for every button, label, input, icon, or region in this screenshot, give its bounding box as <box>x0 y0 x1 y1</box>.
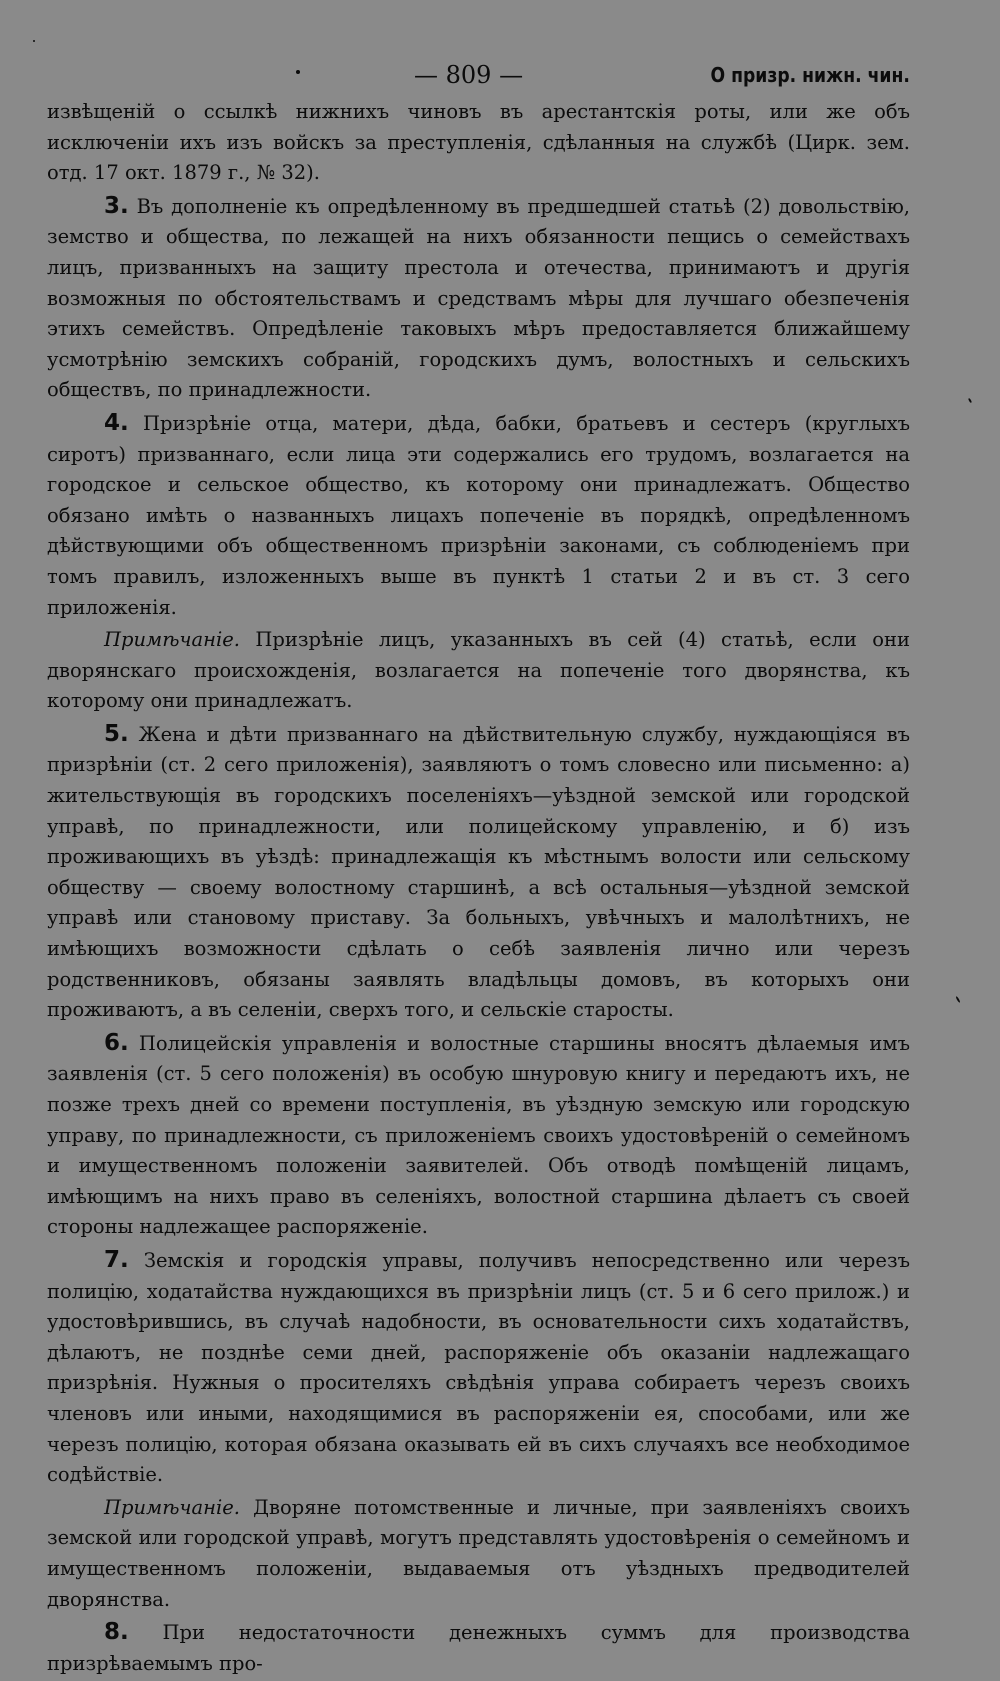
scan-speck <box>955 996 960 1003</box>
article-text: Призрѣніе отца, матери, дѣда, бабки, братьевъ и сестеръ (круглыхъ сиротъ) призваннаго, если лица эти содержались его трудомъ, возлагается на городское и сельское общество, къ которому они принадлежатъ. Общество обязано имѣть о названныхъ лицахъ попеченіе въ порядкѣ, опредѣленномъ дѣйствующими объ общественномъ призрѣніи законами, съ соблюденіемъ при томъ правилъ, изложенныхъ выше въ пунктѣ 1 статьи 2 и въ ст. 3 сего приложенія. <box>47 411 910 619</box>
note-label: Примѣчаніе. <box>104 1495 240 1519</box>
article-6 <box>47 1028 910 1243</box>
article-5 <box>47 719 910 1026</box>
article-text: Земскія и городскія управы, получивъ непосредственно или черезъ полицію, ходатайства нуждающихся въ призрѣніи лицъ (ст. 5 и 6 сего прилож.) и удостовѣрившись, въ случаѣ надобности, въ основательности сихъ ходатайствъ, дѣлаютъ, не позднѣе семи дней, распоряженіе объ оказаніи надлежащаго призрѣнія. Нужныя о просителяхъ свѣдѣнія управа собираетъ черезъ своихъ членовъ или иными, находящимися въ распоряженіи ея, способами, или же черезъ полицію, которая обязана оказывать ей въ сихъ случаяхъ все необходимое содѣйствіе. <box>47 1248 910 1487</box>
article-number: 4. <box>104 409 129 436</box>
article-number: 5. <box>104 720 129 747</box>
article-number: 3. <box>104 192 129 219</box>
note-article-7 <box>47 1493 910 1615</box>
article-7 <box>47 1245 910 1491</box>
article-text: При недостаточности денежныхъ суммъ для производства призрѣваемымъ про- <box>47 1621 911 1675</box>
note-text: Дворяне потомственные и личные, при заявленіяхъ своихъ земской или городской управѣ, могутъ представлять удостовѣренія о семейномъ и имущественномъ положеніи, выдаваемыя отъ уѣздныхъ предводителей дворянства. <box>47 1495 911 1611</box>
article-number: 7. <box>104 1246 129 1273</box>
page-header <box>47 55 910 97</box>
page-number: — 809 — <box>414 61 524 89</box>
article-4 <box>47 408 910 623</box>
article-text: Полицейскія управленія и волостные старшины вносятъ дѣлаемыя имъ заявленія (ст. 5 сего положенія) въ особую шнуровую книгу и передаютъ ихъ, не позже трехъ дней со времени поступленія, въ уѣздную земскую или городскую управу, по принадлежности, съ приложеніемъ своихъ удостовѣреній о семейномъ и имущественномъ положеніи заявителей. Объ отводѣ помѣщеній лицамъ, имѣющимъ на нихъ право въ селеніяхъ, волостной старшина дѣлаетъ съ своей стороны надлежащее распоряженіе. <box>47 1031 911 1239</box>
scan-speck <box>968 398 972 403</box>
note-label: Примѣчаніе. <box>104 628 240 652</box>
running-head: О призр. нижн. чин. <box>710 63 910 87</box>
article-text: Въ дополненіе къ опредѣленному въ предшедшей статьѣ (2) довольствію, земство и общества, по лежащей на нихъ обязанности пещись о семействахъ лицъ, призванныхъ на защиту престола и отечества, принимаютъ и другія возможныя по обстоятельствамъ и средствамъ мѣры для лучшаго обезпеченія этихъ семействъ. Опредѣленіе таковыхъ мѣръ предоставляется ближайшему усмотрѣнію земскихъ собраній, городскихъ думъ, волостныхъ и сельскихъ обществъ, по принадлежности. <box>47 194 911 402</box>
article-text: Жена и дѣти призваннаго на дѣйствительную службу, нуждающіяся въ призрѣніи (ст. 2 сего приложенія), заявляютъ о томъ словесно или письменно: а) жительствующія въ городскихъ поселеніяхъ—уѣздной земской или городской управѣ, по принадлежности, или полицейскому управленію, и б) изъ проживающихъ въ уѣздѣ: принадлежащія къ мѣстнымъ волости или сельскому обществу — своему волостному старшинѣ, а всѣ остальныя—уѣздной земской управѣ или становому приставу. За больныхъ, увѣчныхъ и малолѣтнихъ, не имѣющихъ возможности сдѣлать о себѣ заявленія лично или черезъ родственниковъ, обязаны заявлять владѣльцы домовъ, въ которыхъ они проживаютъ, а въ селеніи, сверхъ того, и сельскіе старосты. <box>47 722 910 1022</box>
scan-speck <box>33 40 35 42</box>
scan-speck <box>296 70 300 74</box>
article-number: 8. <box>104 1619 129 1646</box>
note-text: Призрѣніе лицъ, указанныхъ въ сей (4) статьѣ, если они дворянскаго происхожденія, возлагается на попеченіе того дворянства, къ которому они принадлежатъ. <box>47 628 910 713</box>
article-3 <box>47 191 910 406</box>
paragraph-continuation <box>47 97 910 189</box>
article-number: 6. <box>104 1029 129 1056</box>
article-8 <box>47 1617 910 1679</box>
note-article-4 <box>47 625 910 717</box>
document-page <box>47 55 910 1681</box>
paragraph-text: извѣщеній о ссылкѣ нижнихъ чиновъ въ арестантскія роты, или же объ исключеніи ихъ изъ войскъ за преступленія, сдѣланныя на службѣ (Цирк. зем. отд. 17 окт. 1879 г., № 32). <box>47 100 910 185</box>
